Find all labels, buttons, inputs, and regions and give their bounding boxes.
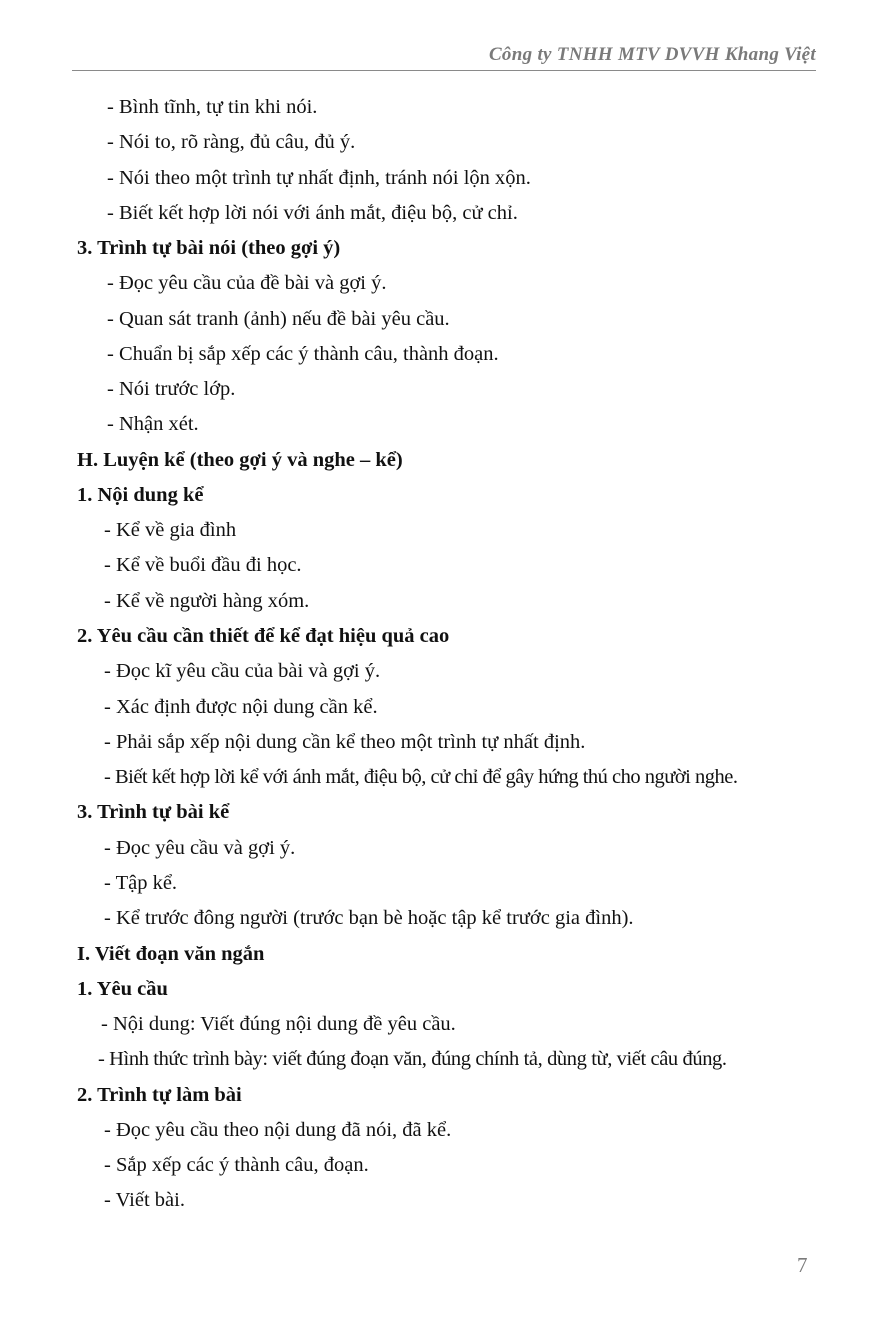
bullet-speak-before-class: - Nói trước lớp. — [107, 378, 236, 400]
bullet-tell-first-school-day: - Kể về buổi đầu đi học. — [104, 554, 302, 576]
bullet-tell-before-crowd: - Kể trước đông người (trước bạn bè hoặc tập kể trước gia đình). — [104, 907, 634, 929]
bullet-determine-content: - Xác định được nội dung cần kể. — [104, 696, 378, 718]
bullet-content-requirement: - Nội dung: Viết đúng nội dung đề yêu cầu. — [101, 1013, 456, 1035]
bullet-prepare-sentences: - Chuẩn bị sắp xếp các ý thành câu, thành đoạn. — [107, 343, 499, 365]
heading-h1-content: 1. Nội dung kể — [77, 484, 204, 506]
heading-speech-order: 3. Trình tự bài nói (theo gợi ý) — [77, 237, 341, 259]
bullet-calm-confident: - Bình tĩnh, tự tin khi nói. — [107, 96, 318, 118]
heading-section-h: H. Luyện kể (theo gợi ý và nghe – kể) — [77, 449, 403, 471]
header-rule — [72, 70, 816, 71]
bullet-practice-telling: - Tập kể. — [104, 872, 178, 894]
bullet-read-and-hints: - Đọc yêu cầu và gợi ý. — [104, 837, 296, 859]
bullet-presentation-form: - Hình thức trình bày: viết đúng đoạn văn, đúng chính tả, dùng từ, viết câu đúng. — [98, 1048, 727, 1070]
bullet-combine-gestures: - Biết kết hợp lời nói với ánh mắt, điệu bộ, cử chỉ. — [107, 202, 518, 224]
bullet-write: - Viết bài. — [104, 1189, 185, 1211]
heading-h3-story-order: 3. Trình tự bài kể — [77, 801, 230, 823]
heading-h2-requirements: 2. Yêu cầu cần thiết để kể đạt hiệu quả cao — [77, 625, 450, 647]
bullet-speak-loud: - Nói to, rõ ràng, đủ câu, đủ ý. — [107, 131, 356, 153]
bullet-tell-neighbor: - Kể về người hàng xóm. — [104, 590, 310, 612]
heading-i2-work-order: 2. Trình tự làm bài — [77, 1084, 242, 1106]
bullet-read-carefully: - Đọc kĩ yêu cầu của bài và gợi ý. — [104, 660, 381, 682]
bullet-tell-family: - Kể về gia đình — [104, 519, 237, 541]
bullet-combine-storytelling: - Biết kết hợp lời kể với ánh mắt, điệu bộ, cử chỉ để gây hứng thú cho người nghe. — [104, 766, 738, 788]
bullet-read-requirements: - Đọc yêu cầu của đề bài và gợi ý. — [107, 272, 387, 294]
page-number: 7 — [797, 1253, 808, 1277]
bullet-speak-order: - Nói theo một trình tự nhất định, tránh nói lộn xộn. — [107, 167, 531, 189]
running-header: Công ty TNHH MTV DVVH Khang Việt — [488, 44, 816, 65]
bullet-arrange-ideas: - Sắp xếp các ý thành câu, đoạn. — [104, 1154, 369, 1176]
heading-section-i: I. Viết đoạn văn ngắn — [77, 943, 265, 965]
heading-i1-requirements: 1. Yêu cầu — [77, 978, 168, 1000]
bullet-read-spoken-content: - Đọc yêu cầu theo nội dung đã nói, đã kể. — [104, 1119, 452, 1141]
bullet-arrange-content: - Phải sắp xếp nội dung cần kể theo một trình tự nhất định. — [104, 731, 586, 753]
bullet-comment: - Nhận xét. — [107, 413, 199, 435]
bullet-observe-picture: - Quan sát tranh (ảnh) nếu đề bài yêu cầu. — [107, 308, 450, 330]
